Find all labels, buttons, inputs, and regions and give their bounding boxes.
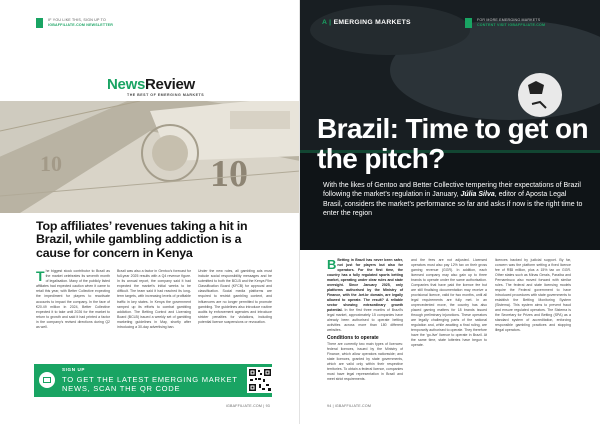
news-review-masthead bbox=[107, 76, 195, 93]
left-column-3: Under the new rules, all gambling ads must include social responsibility messages and be submitted to both the BCLB and the Kenya Film Classification Board (KFCB) for approval and classification. Social media platforms are required to restrict gambling content, and influencers are no longer permitted to promote gambling. The guidelines also introduce routine audits by enforcement agencies and introduce stricter penalties for violations, including potential licence suspensions or revocation. bbox=[198, 269, 272, 324]
masthead-brand: News bbox=[107, 76, 145, 93]
feature-standfirst: With the likes of Gentoo and Better Collective tempering their expectations of Brazil following the market’s regulation in January, Júlia Silva, editor of Aposta Legal Brasil, considers the market’s performance so far and asks if now is the right time to enter the region bbox=[323, 182, 583, 218]
newsletter-notice bbox=[36, 18, 113, 28]
masthead-subtitle: THE BEST OF EMERGING MARKETS bbox=[127, 93, 205, 97]
page-folio-right: 94 | iGBAFFILIATE.COM bbox=[327, 404, 372, 408]
notice-line-2: CONTENT VISIT IGBAFFILIATE.COM bbox=[477, 23, 546, 27]
notice-marker-icon bbox=[36, 18, 43, 28]
page-folio-left: iGBAFFILIATE.COM | 93 bbox=[225, 404, 270, 408]
article-headline: Top affiliates’ revenues taking a hit in Brazil, while gambling addiction is a cause for concern in Kenya bbox=[36, 219, 248, 260]
feature-title: Brazil: Time to get on the pitch? bbox=[317, 113, 588, 174]
right-column-1 bbox=[327, 258, 403, 382]
subheading: Conditions to operate bbox=[327, 335, 379, 341]
envelope-icon bbox=[39, 372, 55, 388]
newsletter-signup-banner[interactable] bbox=[34, 364, 272, 397]
section-letter: A bbox=[322, 19, 327, 26]
author-name: Júlia Silva bbox=[460, 191, 495, 199]
notice-line-1: FOR MORE EMERGING MARKETS bbox=[477, 18, 541, 22]
signup-heading: SIGN UP bbox=[62, 367, 86, 372]
banknotes-illustration bbox=[0, 101, 300, 213]
body-paragraph: In the first three months of Brazil’s legal market, approximately 15 companies have already been authorised to operate betting activities across more than 180 different websites. bbox=[327, 308, 403, 332]
section-label: A | EMERGING MARKETS bbox=[322, 19, 411, 26]
right-column-3: licences backed by judicial support. By far, concern was the platform setting a fixed licence fee of R$5 million, plus a 15% tax on GGR. Other states such as Minas Gerais, Paraíba and Pernambuco also moved forward with similar rules. The federal and state licensing models require the Federal government to have introduced procedures with state governments to establish the Betting Monitoring System (Sistema). This system aims to prevent fraud and ensure regulated operators. The Sistema is the Secretary for Prizes and Betting (SPA) as a standard system of accreditation, enforcing responsible gambling practices and stopping illegal operators. bbox=[495, 258, 571, 332]
signup-text: TO GET THE LATEST EMERGING MARKET NEWS, SCAN THE QR CODE bbox=[62, 375, 238, 393]
right-column-2: and the fees are not adjusted. Licensed operators must also pay 12% tax on their gross gaming revenue (GGR). In addition, each licensed company may also gain up to three brands to operate under the same authorisation. Companies that have paid the licence fee but are still finalising documentation may receive a provisional licence, valid for two months, until all legal requirements are fully met. In an unprecedented move, the country has also placed gaming matters for 18 brands issued through preliminary injunctions. These operators are legally challenging parts of the national regulation and, while awaiting a final ruling, are temporarily authorised to operate. They therefore have the ‘go-live’ licence to operate in Brazil. At the same time, state lotteries have begun to operate. bbox=[411, 258, 488, 347]
qr-code-icon[interactable] bbox=[247, 367, 273, 393]
dropcap: B bbox=[327, 257, 337, 272]
body-paragraph-2: There are currently two main types of licences: federal licences, issued by the Ministry of Finance, which allow operators nationwide; and state licences, granted by state governments, which are valid only within their respective territories. To obtain a federal licence, companies must have legal representation in Brazil and meet strict requirements. bbox=[327, 342, 404, 381]
left-column-1 bbox=[36, 269, 110, 330]
svg-text:10: 10 bbox=[210, 153, 248, 195]
notice-line-2: IGBAFFILIATE.COM NEWSLETTER bbox=[48, 23, 114, 27]
right-page bbox=[300, 0, 600, 424]
banknotes-photo bbox=[0, 101, 300, 213]
notice-marker-icon bbox=[465, 18, 472, 28]
left-column-1-text: he biggest stock contributor to Brazil as the market celebrates its seventh month of legalisation. Many of the publicly listed affiliates had expected caution when it came to retail this year, with Better Collective expecting the impediment for players to reactivate accounts to impact the company. In the face of €20.49 million in 2024, Better Collective expected it to take until 2026 for the market to return to growth and said it had printed a factor in the company’s revised directions during Q2 as well. bbox=[36, 269, 110, 330]
masthead-word: Review bbox=[145, 76, 195, 93]
left-column-2: Brazil was also a factor in Gentoo’s forecast for full-year 2025 results with a Q4 revenue figure. In its annual report, the company said it had expected the market’s initial weeks to be difficult. The team said it had reached its long-term targets, with increasing levels of profitable traffic in key states. In Kenya the government ramped up its efforts to combat gambling addiction. The Betting Control and Licensing Board (BCLB) issued a weekly set of gambling marketing guidelines in May, shortly after introducing a 30-day advertising ban. bbox=[117, 269, 191, 330]
svg-text:10: 10 bbox=[40, 151, 62, 176]
section-label-text: EMERGING MARKETS bbox=[333, 19, 411, 26]
content-notice bbox=[465, 18, 545, 28]
notice-line-1: IF YOU LIKE THIS, SIGN UP TO bbox=[48, 18, 106, 22]
lead-paragraph: Betting in Brazil has never been safer, not just for players but also for operators. For the first time, the country has a fully regulated sports betting market, operating under clear rules and state oversight. Since January 2025, only platforms authorised by the Ministry of Finance, with the .bet.br domain, are legally allowed to operate. The result? A reliable sector showing extraordinary growth potential. bbox=[327, 258, 403, 312]
dropcap: T bbox=[36, 268, 45, 284]
